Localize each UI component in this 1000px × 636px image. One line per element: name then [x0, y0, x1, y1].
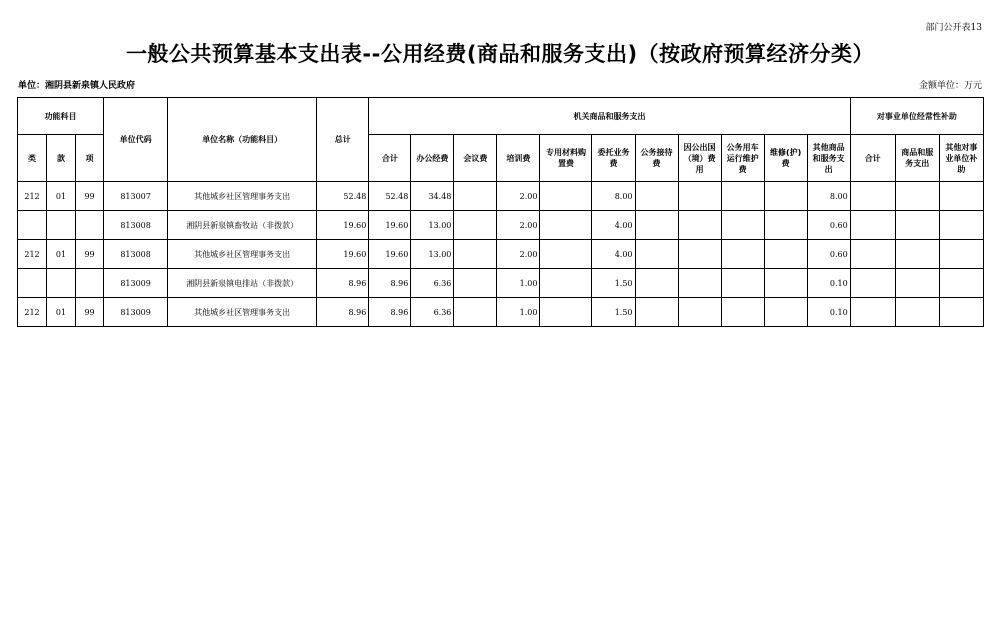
table-row — [18, 211, 984, 240]
header-entrust: 委托业务费 — [592, 135, 635, 182]
cell-sub-other — [939, 182, 983, 211]
cell-abroad — [678, 269, 721, 298]
header-meeting: 会议费 — [454, 135, 497, 182]
cell-other-goods: 0.60 — [807, 240, 850, 269]
header-unit-name: 单位名称（功能科目） — [168, 98, 317, 182]
header-unit-code: 单位代码 — [104, 98, 168, 182]
cell-training: 2.00 — [497, 211, 540, 240]
cell-lei: 212 — [18, 240, 47, 269]
cell-name: 其他城乡社区管理事务支出 — [168, 298, 317, 327]
cell-vehicle — [721, 211, 764, 240]
cell-kuan: 01 — [47, 298, 76, 327]
unit-label: 单位：湘阴县新泉镇人民政府 — [18, 81, 136, 91]
budget-table — [17, 97, 984, 327]
cell-repair — [764, 211, 807, 240]
header-sub-other: 其他对事业单位补助 — [939, 135, 983, 182]
cell-other-goods: 0.10 — [807, 269, 850, 298]
cell-abroad — [678, 211, 721, 240]
table-row — [18, 240, 984, 269]
cell-sub-total — [850, 240, 895, 269]
cell-code: 813009 — [104, 269, 168, 298]
cell-subtotal: 8.96 — [369, 269, 411, 298]
cell-lei — [18, 211, 47, 240]
cell-subtotal: 52.48 — [369, 182, 411, 211]
header-vehicle: 公务用车运行维护费 — [721, 135, 764, 182]
header-subsidy: 对事业单位经常性补助 — [850, 98, 983, 135]
cell-total: 19.60 — [317, 211, 369, 240]
money-unit-label: 金额单位：万元 — [918, 81, 982, 91]
header-sub-total: 合计 — [850, 135, 895, 182]
cell-xiang: 99 — [76, 240, 104, 269]
cell-meeting — [454, 298, 497, 327]
cell-code: 813008 — [104, 211, 168, 240]
cell-sub-total — [850, 269, 895, 298]
cell-office: 6.36 — [411, 298, 454, 327]
cell-training: 1.00 — [497, 269, 540, 298]
cell-materials — [540, 211, 592, 240]
cell-vehicle — [721, 240, 764, 269]
cell-training: 2.00 — [497, 182, 540, 211]
table-row — [18, 182, 984, 211]
cell-repair — [764, 269, 807, 298]
cell-kuan — [47, 269, 76, 298]
header-agency-goods: 机关商品和服务支出 — [369, 98, 850, 135]
cell-sub-total — [850, 211, 895, 240]
page-number: 部门公开表13 — [925, 23, 982, 33]
cell-code: 813007 — [104, 182, 168, 211]
cell-meeting — [454, 240, 497, 269]
cell-reception — [635, 240, 678, 269]
header-materials: 专用材料购置费 — [540, 135, 592, 182]
header-repair: 维修(护)费 — [764, 135, 807, 182]
cell-kuan — [47, 211, 76, 240]
cell-materials — [540, 269, 592, 298]
cell-sub-goods — [895, 182, 939, 211]
cell-sub-other — [939, 298, 983, 327]
cell-subtotal: 8.96 — [369, 298, 411, 327]
cell-other-goods: 0.60 — [807, 211, 850, 240]
cell-sub-other — [939, 211, 983, 240]
cell-kuan: 01 — [47, 240, 76, 269]
cell-meeting — [454, 182, 497, 211]
cell-sub-other — [939, 269, 983, 298]
cell-office: 6.36 — [411, 269, 454, 298]
cell-entrust: 8.00 — [592, 182, 635, 211]
cell-sub-goods — [895, 269, 939, 298]
cell-sub-total — [850, 182, 895, 211]
cell-sub-total — [850, 298, 895, 327]
cell-reception — [635, 269, 678, 298]
header-reception: 公务接待费 — [635, 135, 678, 182]
cell-subtotal: 19.60 — [369, 211, 411, 240]
cell-sub-goods — [895, 298, 939, 327]
header-subtotal: 合计 — [369, 135, 411, 182]
cell-lei: 212 — [18, 182, 47, 211]
cell-reception — [635, 182, 678, 211]
table-row — [18, 269, 984, 298]
cell-vehicle — [721, 182, 764, 211]
cell-lei: 212 — [18, 298, 47, 327]
cell-name: 湘阴县新泉镇畜牧站（非拨款） — [168, 211, 317, 240]
header-total: 总计 — [317, 98, 369, 182]
cell-reception — [635, 298, 678, 327]
cell-total: 8.96 — [317, 298, 369, 327]
cell-meeting — [454, 269, 497, 298]
cell-xiang: 99 — [76, 182, 104, 211]
cell-repair — [764, 240, 807, 269]
cell-materials — [540, 240, 592, 269]
cell-kuan: 01 — [47, 182, 76, 211]
cell-total: 19.60 — [317, 240, 369, 269]
cell-entrust: 4.00 — [592, 240, 635, 269]
cell-subtotal: 19.60 — [369, 240, 411, 269]
cell-abroad — [678, 298, 721, 327]
cell-entrust: 1.50 — [592, 269, 635, 298]
header-lei: 类 — [18, 135, 47, 182]
cell-xiang — [76, 211, 104, 240]
header-abroad: 因公出国（境）费用 — [678, 135, 721, 182]
table-row — [18, 298, 984, 327]
cell-office: 34.48 — [411, 182, 454, 211]
cell-other-goods: 0.10 — [807, 298, 850, 327]
cell-code: 813008 — [104, 240, 168, 269]
header-other-goods: 其他商品和服务支出 — [807, 135, 850, 182]
cell-total: 52.48 — [317, 182, 369, 211]
cell-sub-goods — [895, 240, 939, 269]
cell-reception — [635, 211, 678, 240]
cell-abroad — [678, 240, 721, 269]
header-training: 培训费 — [497, 135, 540, 182]
cell-repair — [764, 182, 807, 211]
cell-xiang: 99 — [76, 298, 104, 327]
cell-materials — [540, 182, 592, 211]
cell-materials — [540, 298, 592, 327]
cell-other-goods: 8.00 — [807, 182, 850, 211]
cell-training: 2.00 — [497, 240, 540, 269]
cell-code: 813009 — [104, 298, 168, 327]
cell-office: 13.00 — [411, 211, 454, 240]
header-sub-goods: 商品和服务支出 — [895, 135, 939, 182]
cell-vehicle — [721, 298, 764, 327]
cell-xiang — [76, 269, 104, 298]
header-office: 办公经费 — [411, 135, 454, 182]
cell-vehicle — [721, 269, 764, 298]
cell-name: 其他城乡社区管理事务支出 — [168, 240, 317, 269]
cell-abroad — [678, 182, 721, 211]
page-title: 一般公共预算基本支出表--公用经费(商品和服务支出)（按政府预算经济分类） — [125, 42, 875, 66]
cell-training: 1.00 — [497, 298, 540, 327]
cell-repair — [764, 298, 807, 327]
cell-meeting — [454, 211, 497, 240]
cell-total: 8.96 — [317, 269, 369, 298]
cell-name: 其他城乡社区管理事务支出 — [168, 182, 317, 211]
cell-sub-other — [939, 240, 983, 269]
cell-lei — [18, 269, 47, 298]
header-kuan: 款 — [47, 135, 76, 182]
header-func-subject: 功能科目 — [18, 98, 104, 135]
cell-office: 13.00 — [411, 240, 454, 269]
cell-sub-goods — [895, 211, 939, 240]
cell-entrust: 1.50 — [592, 298, 635, 327]
cell-entrust: 4.00 — [592, 211, 635, 240]
cell-name: 湘阴县新泉镇电排站（非拨款） — [168, 269, 317, 298]
header-xiang: 项 — [76, 135, 104, 182]
